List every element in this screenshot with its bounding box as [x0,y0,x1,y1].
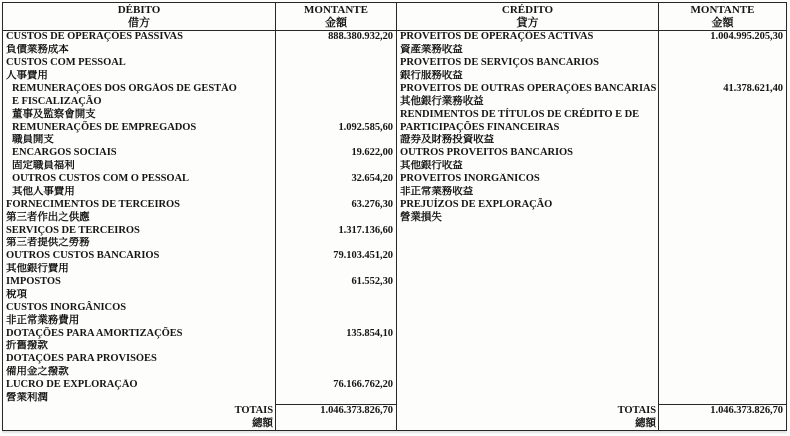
credit-item-amount [658,198,786,211]
table-row [3,301,786,314]
debit-total-amount: 1.046.373.826,70 [275,404,396,417]
debit-item-label: OUTROS CUSTOS COM O PESSOAL [12,173,189,185]
debit-item-label: DOTAÇÕES PARA PROVISÕES [6,353,157,365]
credit-item-label [396,250,658,263]
credit-item-label [396,353,658,366]
credit-header-pt: CRÉDITO [501,3,554,16]
credit-item-label: OUTROS PROVEITOS BANCÁRIOS [396,147,658,160]
credit-item-label: 證券及財務投資收益 [396,134,658,147]
debit-item-amount [275,108,396,121]
credit-item-label: PREJUÍZOS DE EXPLORAÇÃO [396,198,658,211]
debit-item-label: REMUNERAÇÕES DE EMPREGADOS [12,121,197,133]
debit-amount-column-header [275,3,396,30]
debit-item-amount [275,95,396,108]
table-row [3,340,786,353]
debit-item-amount [275,340,396,353]
debit-item-label: 負債業務成本 [6,44,69,56]
table-row [3,57,786,70]
table-row [3,198,786,211]
credit-item-label [396,289,658,302]
table-row [3,314,786,327]
credit-item-amount [658,327,786,340]
debit-item-amount: 19.622,00 [275,147,396,160]
debit-item-label: E FISCALIZAÇÃO [12,95,102,107]
credit-item-amount [658,211,786,224]
credit-item-amount [658,340,786,353]
debit-item-amount [275,160,396,173]
credit-item-label [396,224,658,237]
table-row [3,224,786,237]
debit-item-label: 人事費用 [6,70,48,82]
debit-item-amount [275,57,396,70]
table-body [3,31,786,430]
debit-item-label: LUCRO DE EXPLORAÇÃO [6,379,138,391]
table-row [3,108,786,121]
table-row [3,121,786,134]
debit-item-label: 其他人事費用 [12,185,75,197]
table-row [3,237,786,250]
credit-item-label: 其他銀行業務收益 [396,95,658,108]
table-row [3,289,786,302]
debit-item-amount: 79.103.451,20 [275,250,396,263]
table-row [3,134,786,147]
debit-item-amount [275,314,396,327]
credit-total-amount: 1.046.373.826,70 [658,404,786,417]
credit-item-label: 非正常業務收益 [396,186,658,199]
debit-item-amount: 61.552,30 [275,276,396,289]
credit-item-amount [658,186,786,199]
credit-totals-label: TOTAIS [396,404,658,417]
debit-header-zh: 借方 [128,16,150,29]
credit-item-label: PROVEITOS DE OUTRAS OPERAÇÕES BANCÁRIAS [396,83,658,96]
totals-row-pt [3,404,786,417]
debit-item-amount: 135.854,10 [275,327,396,340]
credit-item-amount [658,121,786,134]
debit-item-label: IMPOSTOS [6,276,61,288]
credit-item-label: RENDIMENTOS DE TÍTULOS DE CRÉDITO E DE [396,108,658,121]
debit-item-amount [275,83,396,96]
debit-item-label: 稅項 [6,288,27,300]
debit-item-amount: 1.317.136,60 [275,224,396,237]
debit-header-pt: DÉBITO [117,3,161,16]
debit-item-amount [275,237,396,250]
table-row [3,147,786,160]
credit-item-label [396,276,658,289]
credit-item-amount [658,301,786,314]
table-row [3,392,786,405]
table-row [3,160,786,173]
credit-item-label: PROVEITOS INORGÂNICOS [396,173,658,186]
debit-item-label: OUTROS CUSTOS BANCÁRIOS [6,250,160,262]
credit-item-amount [658,224,786,237]
credit-header-zh: 貸方 [516,16,539,29]
credit-amount-column-header [658,3,786,30]
credit-item-amount [658,353,786,366]
debit-item-amount [275,289,396,302]
credit-item-amount: 1.004.995.205,30 [658,31,786,44]
credit-item-label: 其他銀行收益 [396,160,658,173]
table-row [3,353,786,366]
credit-item-label: PARTICIPAÇÕES FINANCEIRAS [396,121,658,134]
debit-item-label: CUSTOS DE OPERAÇÕES PASSIVAS [6,31,183,43]
credit-item-amount [658,147,786,160]
debit-column-header [3,3,275,30]
debit-item-amount [275,301,396,314]
credit-item-label [396,379,658,392]
debit-item-label: CUSTOS INORGÂNICOS [6,301,126,313]
credit-item-label: 銀行服務收益 [396,70,658,83]
debit-item-label: 非正常業務費用 [6,314,80,326]
table-row [3,366,786,379]
credit-item-amount [658,108,786,121]
debit-item-amount [275,44,396,57]
debit-item-amount: 76.166.762,20 [275,379,396,392]
credit-item-amount [658,250,786,263]
table-row [3,44,786,57]
credit-item-amount [658,57,786,70]
credit-item-amount [658,276,786,289]
debit-item-amount [275,211,396,224]
debit-total-empty-cell [275,417,396,430]
debit-item-label: 第三者提供之勞務 [6,237,90,249]
table-row [3,263,786,276]
credit-item-label [396,327,658,340]
credit-item-amount: 41.378.621,40 [658,83,786,96]
debit-item-label: FORNECIMENTOS DE TERCEIROS [6,198,180,210]
credit-item-label: 資產業務收益 [396,44,658,57]
debit-item-amount: 888.380.932,20 [275,31,396,44]
credit-totals-label-zh: 總額 [396,417,658,430]
credit-item-label: PROVEITOS DE OPERAÇÕES ACTIVAS [396,31,658,44]
debit-item-label: 董事及監察會開支 [12,108,96,120]
credit-item-label [396,314,658,327]
credit-item-label [396,237,658,250]
debit-item-amount [275,134,396,147]
credit-item-amount [658,366,786,379]
debit-item-amount [275,366,396,379]
debit-item-amount: 1.092.585,60 [275,121,396,134]
debit-amount-header-zh: 金額 [325,16,347,29]
credit-item-amount [658,95,786,108]
credit-item-label: PROVEITOS DE SERVIÇOS BANCÁRIOS [396,57,658,70]
debit-item-label: 職員開支 [12,134,54,146]
debit-item-label: 固定職員福利 [12,160,75,172]
credit-item-label [396,263,658,276]
table-row [3,83,786,96]
credit-item-amount [658,263,786,276]
credit-item-amount [658,44,786,57]
credit-item-amount [658,160,786,173]
debit-item-label: 其他銀行費用 [6,263,69,275]
table-row [3,379,786,392]
credit-item-label [396,301,658,314]
debit-item-label: 第三者作出之供應 [6,211,90,223]
credit-item-amount [658,237,786,250]
credit-item-amount [658,70,786,83]
table-row [3,327,786,340]
debit-item-amount [275,70,396,83]
credit-item-amount [658,134,786,147]
debit-totals-label-zh: 總額 [252,417,273,429]
table-row [3,31,786,44]
debit-item-amount [275,263,396,276]
debit-item-label: SERVIÇOS DE TERCEIROS [6,224,140,236]
table-header-row [3,3,786,31]
totals-row-zh [3,417,786,430]
debit-item-amount: 63.276,30 [275,198,396,211]
table-row [3,70,786,83]
debit-item-label: 折舊撥款 [6,340,48,352]
credit-item-amount [658,173,786,186]
debit-item-amount [275,392,396,405]
debit-item-label: CUSTOS COM PESSOAL [6,57,126,69]
debit-item-label: 備用金之撥款 [6,366,69,378]
debit-item-amount [275,353,396,366]
credit-item-amount [658,289,786,302]
credit-column-header [396,3,658,30]
credit-total-empty-cell [658,417,786,430]
credit-item-label [396,340,658,353]
debit-item-amount: 32.654,20 [275,173,396,186]
profit-and-loss-table [2,2,787,431]
table-row [3,186,786,199]
debit-amount-header-pt: MONTANTE [304,3,368,16]
credit-item-label [396,392,658,405]
debit-totals-label: TOTAIS [234,404,273,416]
credit-item-label: 營業損失 [396,211,658,224]
table-row [3,211,786,224]
debit-item-label: DOTAÇÕES PARA AMORTIZAÇÕES [6,327,183,339]
debit-item-label: 營業利潤 [6,391,48,403]
debit-item-label: ENCARGOS SOCIAIS [12,147,117,159]
table-row [3,276,786,289]
credit-amount-header-pt: MONTANTE [690,3,755,16]
table-row [3,250,786,263]
credit-item-amount [658,392,786,405]
debit-item-label: REMUNERAÇÕES DOS ÓRGÃOS DE GESTÃO [12,82,237,94]
debit-item-amount [275,186,396,199]
credit-item-amount [658,314,786,327]
table-row [3,173,786,186]
credit-item-label [396,366,658,379]
credit-amount-header-zh: 金額 [711,16,734,29]
table-row [3,95,786,108]
credit-item-amount [658,379,786,392]
